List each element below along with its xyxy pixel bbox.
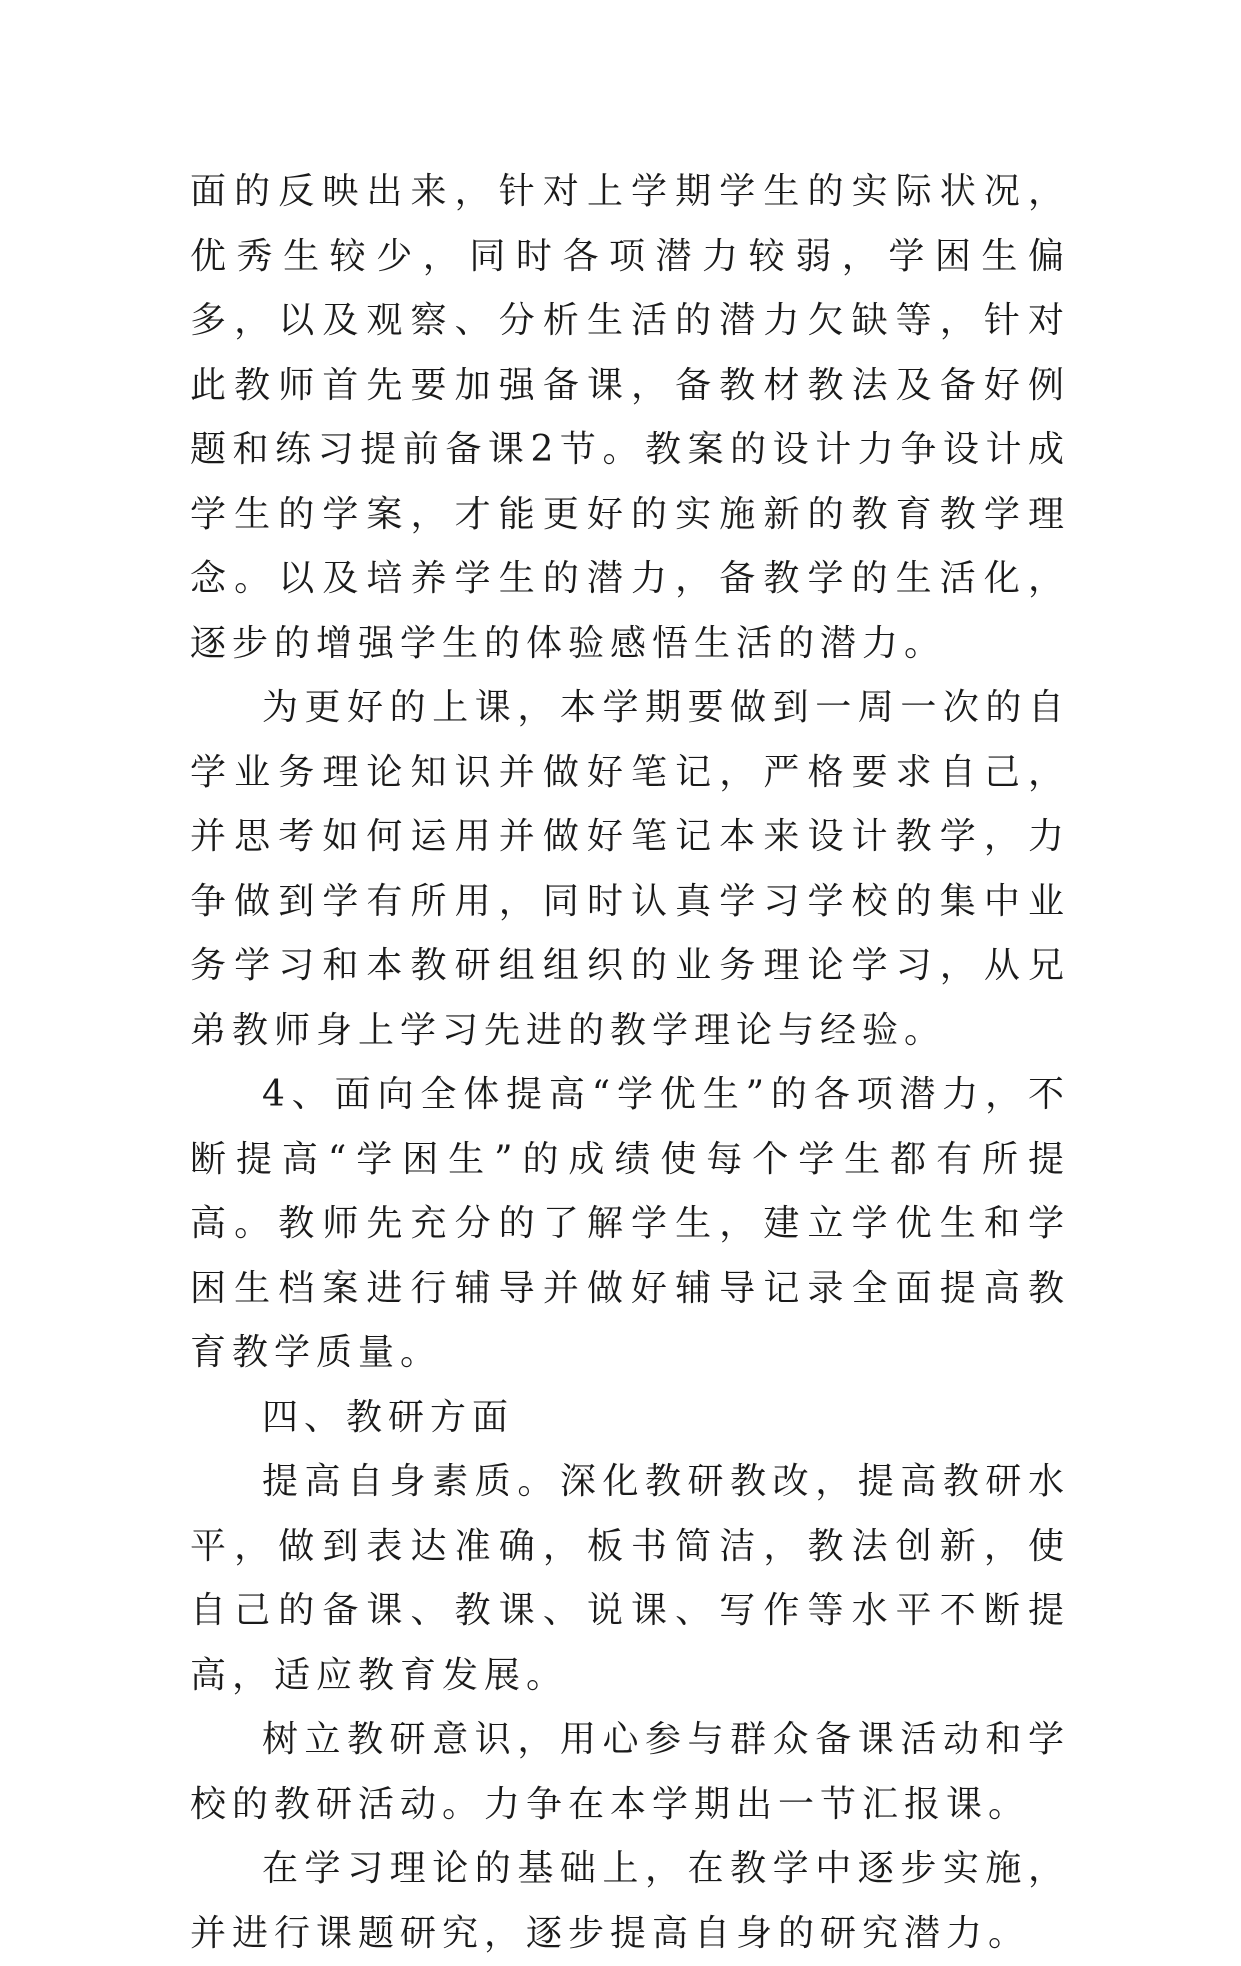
- paragraph-6: 在学习理论的基础上，在教学中逐步实施，并进行课题研究，逐步提高自身的研究潜力。: [190, 1848, 1070, 1954]
- paragraph-2: 为更好的上课，本学期要做到一周一次的自学业务理论知识并做好笔记，严格要求自己，并思考如何运用并做好笔记本来设计教学，力争做到学有所用，同时认真学习学校的集中业务学习和本教研组组织的业务理论学习，从兄弟教师身上学习先进的教学理论与经验。: [190, 687, 1070, 1051]
- paragraph-1: 面的反映出来，针对上学期学生的实际状况，优秀生较少，同时各项潜力较弱，学困生偏多，以及观察、分析生活的潜力欠缺等，针对此教师首先要加强备课，备教材教法及备好例题和练习提前备课2节。教案的设计力争设计成学生的学案，才能更好的实施新的教育教学理念。以及培养学生的潜力，备教学的生活化，逐步的增强学生的体验感悟生活的潜力。: [190, 171, 1070, 664]
- section-heading: 四、教研方面: [262, 1396, 515, 1438]
- paragraph-4: 提高自身素质。深化教研教改，提高教研水平，做到表达准确，板书简洁，教法创新，使自己的备课、教课、说课、写作等水平不断提高，适应教育发展。: [190, 1461, 1070, 1696]
- document-body: [190, 160, 1070, 1966]
- paragraph-5: 树立教研意识，用心参与群众备课活动和学校的教研活动。力争在本学期出一节汇报课。: [190, 1719, 1070, 1825]
- paragraph-3: 4、面向全体提高“学优生”的各项潜力，不断提高“学困生”的成绩使每个学生都有所提高。教师先充分的了解学生，建立学优生和学困生档案进行辅导并做好辅导记录全面提高教育教学质量。: [190, 1074, 1070, 1373]
